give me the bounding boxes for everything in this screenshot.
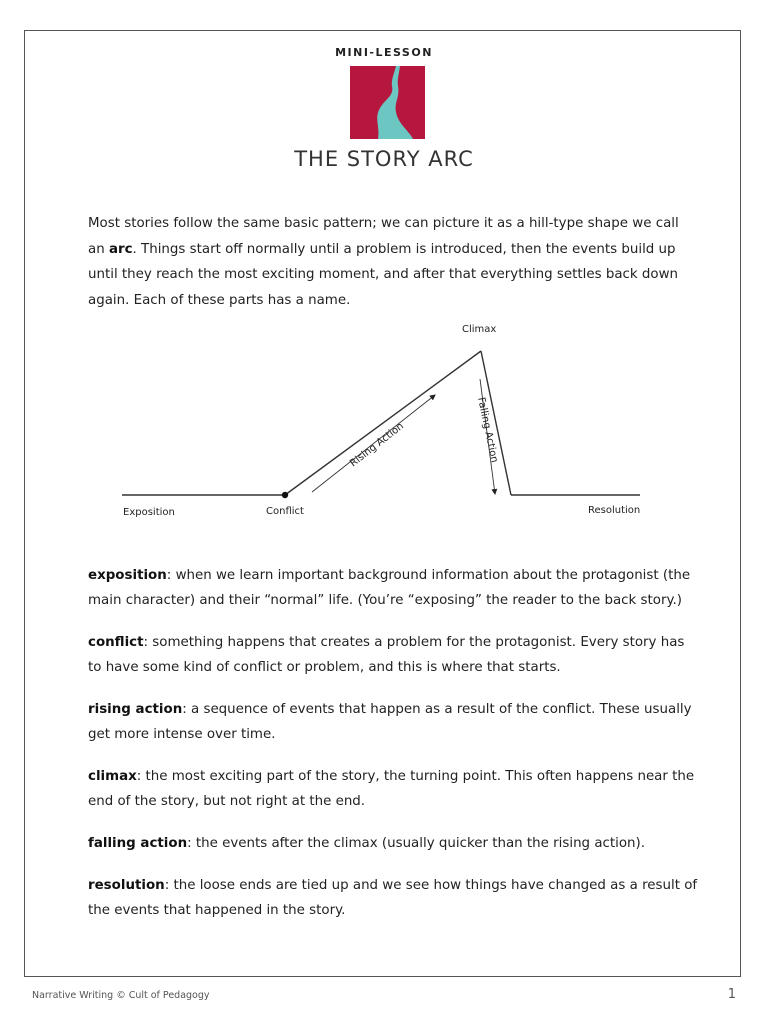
page-title: THE STORY ARC xyxy=(294,147,474,171)
definition-item xyxy=(88,697,698,747)
definition-item xyxy=(88,831,698,856)
label-climax: Climax xyxy=(462,324,497,335)
definition-term: rising action xyxy=(88,702,183,717)
intro-paragraph xyxy=(88,211,698,313)
definition-term: climax xyxy=(88,769,137,784)
definition-text: : the loose ends are tied up and we see how things have changed as a result of the events that happened in the story. xyxy=(88,878,698,918)
label-falling-action: Falling Action xyxy=(475,396,500,464)
definition-term: exposition xyxy=(88,568,167,583)
intro-bold-term: arc xyxy=(108,241,133,257)
definition-text: : the most exciting part of the story, the turning point. This often happens near the end of the story, but not right at the end. xyxy=(88,769,695,809)
definition-item xyxy=(88,563,698,613)
label-rising-action: Rising Action xyxy=(348,420,406,470)
label-conflict: Conflict xyxy=(266,506,304,517)
definition-text: : the events after the climax (usually quicker than the rising action). xyxy=(187,836,646,851)
definitions-list xyxy=(88,563,698,940)
definition-term: conflict xyxy=(88,635,144,650)
page-number: 1 xyxy=(727,987,736,1002)
footer-credit: Narrative Writing © Cult of Pedagogy xyxy=(32,990,210,1001)
intro-text-end: . Things start off normally until a problem is introduced, then the events build up until they reach the most exciting moment, and after that everything settles back down again. Each of these parts has a name. xyxy=(88,241,679,308)
kicker-label: MINI-LESSON xyxy=(335,46,433,59)
definition-text: : something happens that creates a problem for the protagonist. Every story has to have some kind of conflict or problem, and this is where that starts. xyxy=(88,635,685,675)
definition-term: resolution xyxy=(88,878,165,893)
label-resolution: Resolution xyxy=(588,505,641,516)
rising-line xyxy=(285,351,481,495)
definition-item xyxy=(88,764,698,814)
definition-text: : when we learn important background information about the protagonist (the main character) and their “normal” life. (You’re “exposing” the reader to the back story.) xyxy=(88,568,691,608)
definition-text: : a sequence of events that happen as a result of the conflict. These usually get more intense over time. xyxy=(88,702,692,742)
definition-item xyxy=(88,630,698,680)
definition-term: falling action xyxy=(88,836,188,851)
conflict-point xyxy=(282,492,288,498)
story-arc-diagram xyxy=(110,318,655,523)
definition-item xyxy=(88,873,698,923)
label-exposition: Exposition xyxy=(123,507,175,518)
river-logo-icon xyxy=(350,66,425,139)
intro-text-start: Most stories follow the same basic pattern; we can picture it as a hill-type shape we call an xyxy=(88,216,679,257)
